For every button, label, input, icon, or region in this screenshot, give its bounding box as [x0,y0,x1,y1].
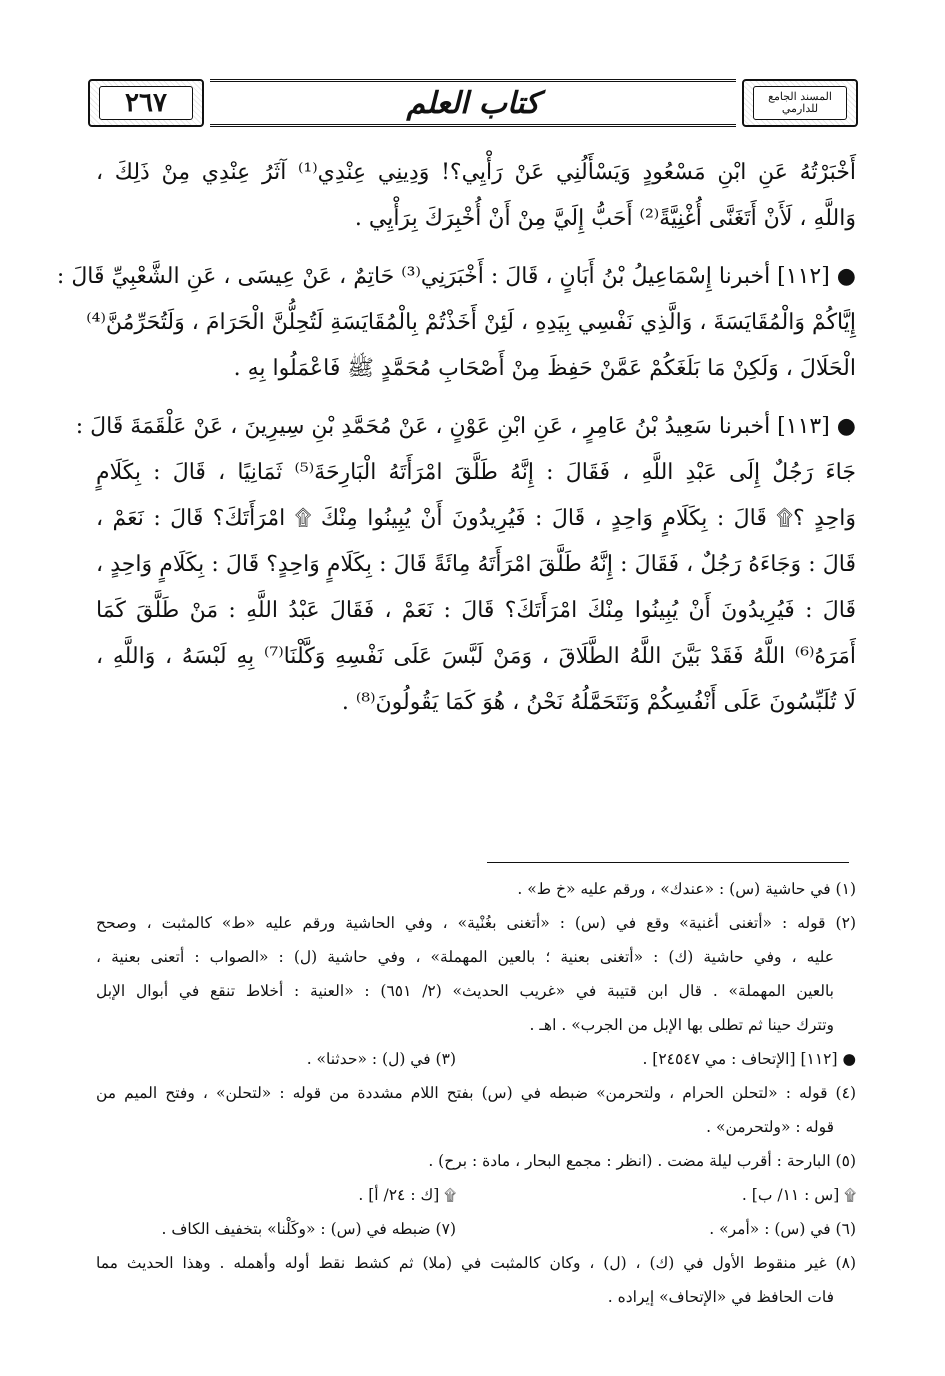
text-line: الْحَلَالَ ، وَلَكِنْ مَا بَلَغَكُمْ عَمَّنْ حَفِظَ مِنْ أَصْحَابِ مُحَمَّدٍ ﷺ فَاعْمَلُوا بِهِ . [233,356,856,381]
footnote-8-line: (٨) غير منقوط الأول في (ك) ، (ل) ، وكان كالمثبت في (ملا) ثم كشط نقط أوله وأهمله . وهذا الحديث مما [96,1254,856,1272]
footnote-6: (٦) في (س) : «أمر» . [709,1220,856,1238]
page-number: ٢٦٧ [125,88,167,118]
chapter-title: كتاب العلم [406,85,540,121]
manuscript-folio-s: ۩ [س : ١١/ ب] . [741,1186,856,1204]
chapter-title-band [210,79,736,127]
footnote-1: (١) في حاشية (س) : «عندك» ، ورقم عليه «خ ط» . [517,880,856,898]
hadith-113 [75,404,856,726]
footnote-2-line: (٢) قوله : «أتغنى أغنية» وقع في (س) : «أتغنى بغُنْية» ، وفي الحاشية ورقم عليه «ط» كالمثبت ، وصحح [96,914,856,932]
page-header [88,76,858,130]
text-line: قَالَ : فَيُرِيدُونَ أَنْ يُبِينُوا مِنْكَ امْرَأَتَكَ؟ قَالَ : نَعَمْ ، فَقَالَ عَبْدُ اللَّهِ : مَنْ طَلَّقَ كَمَا [96,598,856,623]
footnote-2-line: وتترك حينا ثم تطلى بها الإبل من الجرب» . اهـ . [529,1016,834,1034]
text-line: ● [١١٢] أخبرنا إِسْمَاعِيلُ بْنُ أَبَانٍ ، قَالَ : أَخْبَرَنِي⁽³⁾ حَاتِمٌ ، عَنْ عِيسَى ، عَنِ الشَّعْبِيِّ قَالَ : [56,264,856,289]
footnote-row-112 [96,1042,856,1076]
footnote-2-line: بالعين المهملة» . قال ابن قتيبة في «غريب الحديث» (٢/ ٦٥١) : «العنية : أخلاط تنقع في أبوال الإبل [96,982,834,1000]
footnote-2-line: عليه ، وفي حاشية (ك) : «أتغنى بعنية ؛ بالعين المهملة» ، وفي حاشية (ل) : «الصواب : أتعنى بعنية ، [96,948,834,966]
text-line: جَاءَ رَجُلٌ إِلَى عَبْدِ اللَّهِ ، فَقَالَ : إِنَّهُ طَلَّقَ امْرَأَتَهُ الْبَارِحَةَ⁽⁵⁾ ثَمَانِيًا ، قَالَ : بِكَلَامٍ [96,460,856,485]
text-line: قَالَ : وَجَاءَهُ رَجُلٌ ، فَقَالَ : إِنَّهُ طَلَّقَ امْرَأَتَهُ مِائَةً قَالَ : بِكَلَامٍ وَاحِدٍ؟ قَالَ : بِكَلَامٍ وَاحِدٍ ، [96,552,856,577]
text-line: وَاللَّهِ ، لَأَنْ أَتَغَنَّى أُغْنِيَّةً⁽²⁾ أَحَبُّ إِلَيَّ مِنْ أَنْ أُخْبِرَكَ بِرَأْيِي . [354,206,856,231]
ithaf-reference-112: ● [١١٢] [الإتحاف : مي ٢٤٥٤٧] . [642,1050,856,1068]
footnote-8-line: فات الحافظ في «الإتحاف» إيراده . [607,1288,834,1306]
seal-text: المسند الجامع للدارمي [768,90,832,115]
paragraph-continuation [96,150,856,242]
footnote-separator [487,862,849,863]
main-text [56,150,856,738]
text-line: إِيَّاكُمْ وَالْمُقَايَسَةَ ، وَالَّذِي نَفْسِي بِيَدِهِ ، لَئِنْ أَخَذْتُمْ بِالْمُقَايَسَةِ لَتُحِلُّنَّ الْحَرَامَ ، وَلَتُحَرِّمُنَّ⁽⁴⁾ [86,310,856,335]
footnote-3: (٣) في (ل) : «حدثنا» . [306,1050,456,1068]
footnote-4-line: (٤) قوله : «لتحلن الحرام ، ولتحرمن» ضبطه في (س) بفتح اللام مشددة من قوله : «لتحلن» ، وفتح الميم من [96,1084,856,1102]
footnote-4-line: قوله : «ولتحرمن» . [706,1118,834,1136]
book-seal [742,79,858,127]
footnotes [96,872,856,1314]
footnote-7: (٧) ضبطه في (س) : «وكَلْنا» بتخفيف الكاف . [161,1220,456,1238]
text-line: وَاحِدٍ ؟۩ قَالَ : بِكَلَامٍ وَاحِدٍ ، قَالَ : فَيُرِيدُونَ أَنْ يُبِينُوا مِنْكَ ۩ امْرَأَتَكَ؟ قَالَ : نَعَمْ ، [96,506,856,531]
text-line: لَا تُلَبِّسُونَ عَلَى أَنْفُسِكُمْ وَنَتَحَمَّلُهُ نَحْنُ ، هُوَ كَمَا يَقُولُونَ⁽⁸⁾ . [341,690,856,715]
footnote-row-6-7 [96,1212,856,1246]
footnote-5: (٥) البارحة : أقرب ليلة مضت . (انظر : مجمع البحار ، مادة : برح) . [428,1152,856,1170]
page-number-frame [88,79,204,127]
hadith-112 [56,254,856,392]
text-line: ● [١١٣] أخبرنا سَعِيدُ بْنُ عَامِرٍ ، عَنِ ابْنِ عَوْنٍ ، عَنْ مُحَمَّدِ بْنِ سِيرِينَ ، عَنْ عَلْقَمَةَ قَالَ : [75,414,856,439]
manuscript-folio-k: ۩ [ك : ٢٤/ أ] . [358,1186,456,1204]
manuscript-folio-row [96,1178,856,1212]
text-line: أَخْبَرْتُهُ عَنِ ابْنِ مَسْعُودٍ وَيَسْأَلُنِي عَنْ رَأْيِي؟! وَدِينِي عِنْدِي⁽¹⁾ آثَرُ عِنْدِي مِنْ ذَلِكَ ، [96,160,856,185]
text-line: أَمَرَهُ⁽⁶⁾ اللَّهُ فَقَدْ بَيَّنَ اللَّهُ الطَّلَاقَ ، وَمَنْ لَبَّسَ عَلَى نَفْسِهِ وَكَّلْنَا⁽⁷⁾ بِهِ لَبْسَهُ ، وَاللَّهِ ، [96,644,856,669]
